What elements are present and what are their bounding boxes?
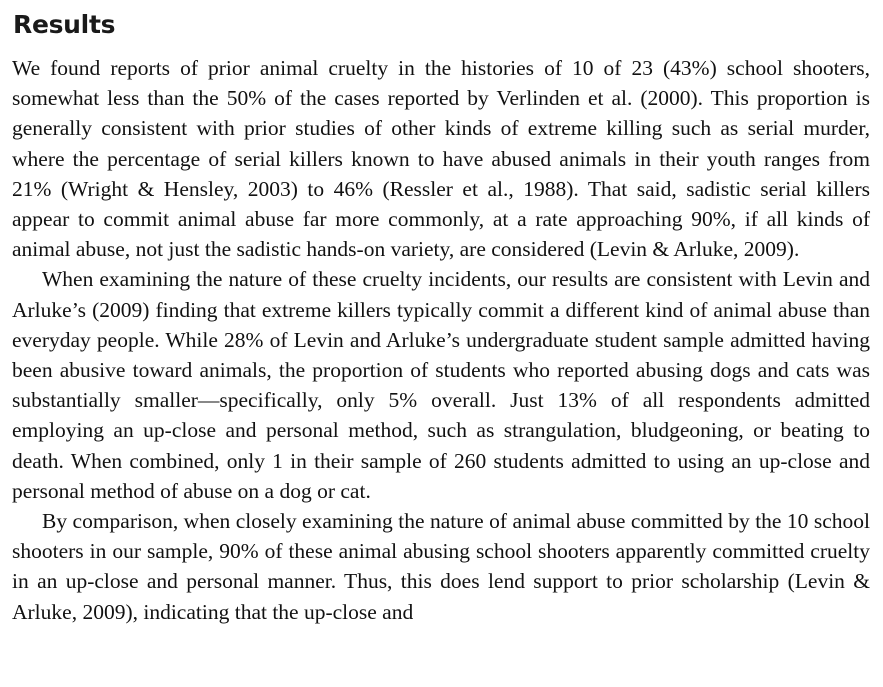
document-page (12, 4, 870, 627)
paragraph-3: By comparison, when closely examining the nature of animal abuse committed by the 10 school shooters in our sample, 90% of these animal abusing school shooters apparently committed cruelty in an up-close and personal manner. Thus, this does lend support to prior scholarship (Levin & Arluke, 2009), indicating that the up-close and (12, 509, 870, 624)
section-heading: Results (13, 10, 116, 39)
paragraph-1: We found reports of prior animal cruelty in the histories of 10 of 23 (43%) school shooters, somewhat less than the 50% of the cases reported by Verlinden et al. (2000). This proportion is generally consistent with prior studies of other kinds of extreme killing such as serial murder, where the percentage of serial killers known to have abused animals in their youth ranges from 21% (Wright & Hensley, 2003) to 46% (Ressler et al., 1988). That said, sadistic serial killers appear to commit animal abuse far more commonly, at a rate approaching 90%, if all kinds of animal abuse, not just the sadistic hands-on variety, are considered (Levin & Arluke, 2009). (12, 56, 870, 262)
paragraph-2: When examining the nature of these cruelty incidents, our results are consistent with Levin and Arluke’s (2009) finding that extreme killers typically commit a different kind of animal abuse than everyday people. While 28% of Levin and Arluke’s undergraduate student sample admitted having been abusive toward animals, the proportion of students who reported abusing dogs and cats was substantially smaller—specifically, only 5% overall. Just 13% of all respondents admitted employing an up-close and personal method, such as strangulation, bludgeoning, or beating to death. When combined, only 1 in their sample of 260 students admitted to using an up-close and personal method of abuse on a dog or cat. (12, 267, 870, 503)
